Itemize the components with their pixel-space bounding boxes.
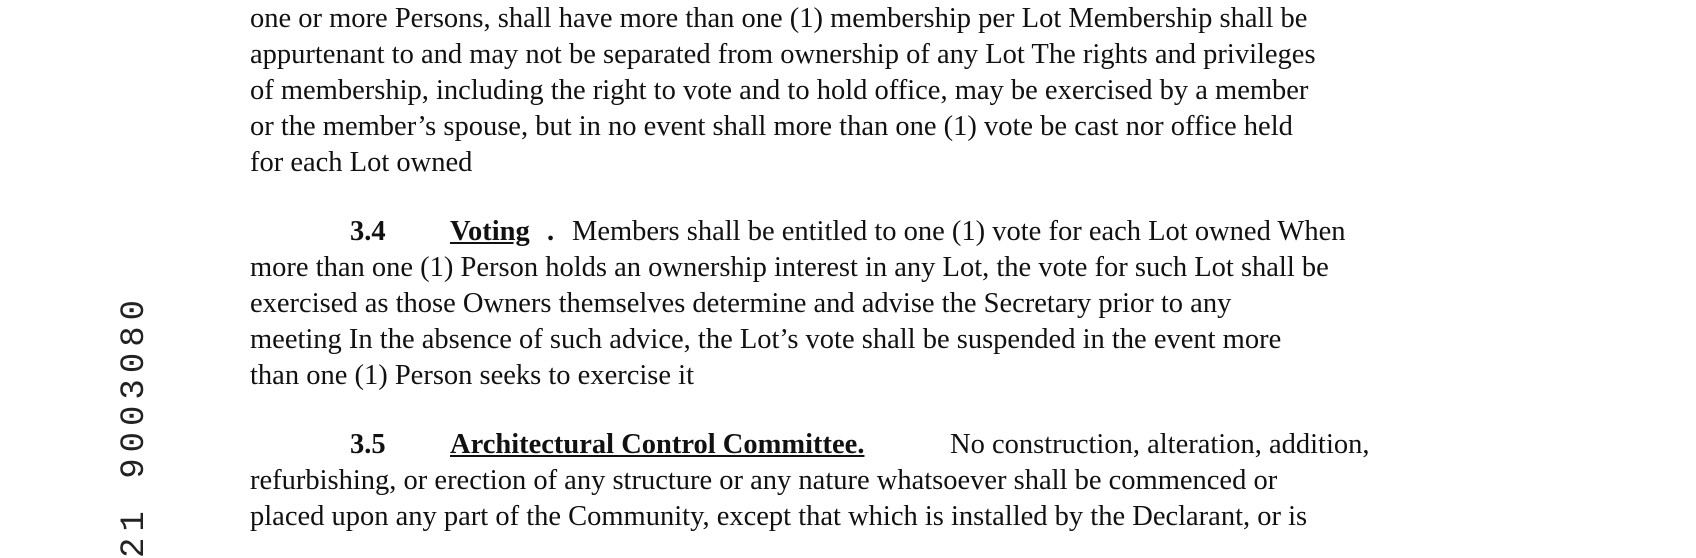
section-heading: Architectural Control Committee. [450,429,865,460]
paragraph-line: refurbishing, or erection of any structure or any nature whatsoever shall be commenced or [250,465,1278,496]
paragraph-line: of membership, including the right to vote and to hold office, may be exercised by a member [250,75,1309,106]
section-number: 3.4 [350,216,386,247]
paragraph-line: exercised as those Owners themselves determine and advise the Secretary prior to any [250,288,1232,319]
paragraph-line: appurtenant to and may not be separated from ownership of any Lot The rights and privileges [250,39,1316,70]
paragraph-line: one or more Persons, shall have more than one (1) membership per Lot Membership shall be [250,3,1308,34]
section-heading-text: Voting [450,216,530,247]
section-heading [450,214,530,250]
paragraph-line: placed upon any part of the Community, except that which is installed by the Declarant, or is [250,501,1308,532]
section-first-line-text: Members shall be entitled to one (1) vote for each Lot owned When [572,216,1346,247]
paragraph-line: for each Lot owned [250,147,473,178]
paragraph-line: meeting In the absence of such advice, the Lot’s vote shall be suspended in the event more [250,324,1282,355]
margin-recording-stamp: 21 9003080 [116,293,154,558]
paragraph-line: or the member’s spouse, but in no event shall more than one (1) vote be cast nor office held [250,111,1293,142]
section-first-line-text: No construction, alteration, addition, [950,429,1370,460]
section-number: 3.5 [350,429,386,460]
paragraph-line: than one (1) Person seeks to exercise it [250,360,694,391]
section-heading-punctuation: . [547,216,555,247]
paragraph-line: more than one (1) Person holds an ownership interest in any Lot, the vote for such Lot shall be [250,252,1329,283]
